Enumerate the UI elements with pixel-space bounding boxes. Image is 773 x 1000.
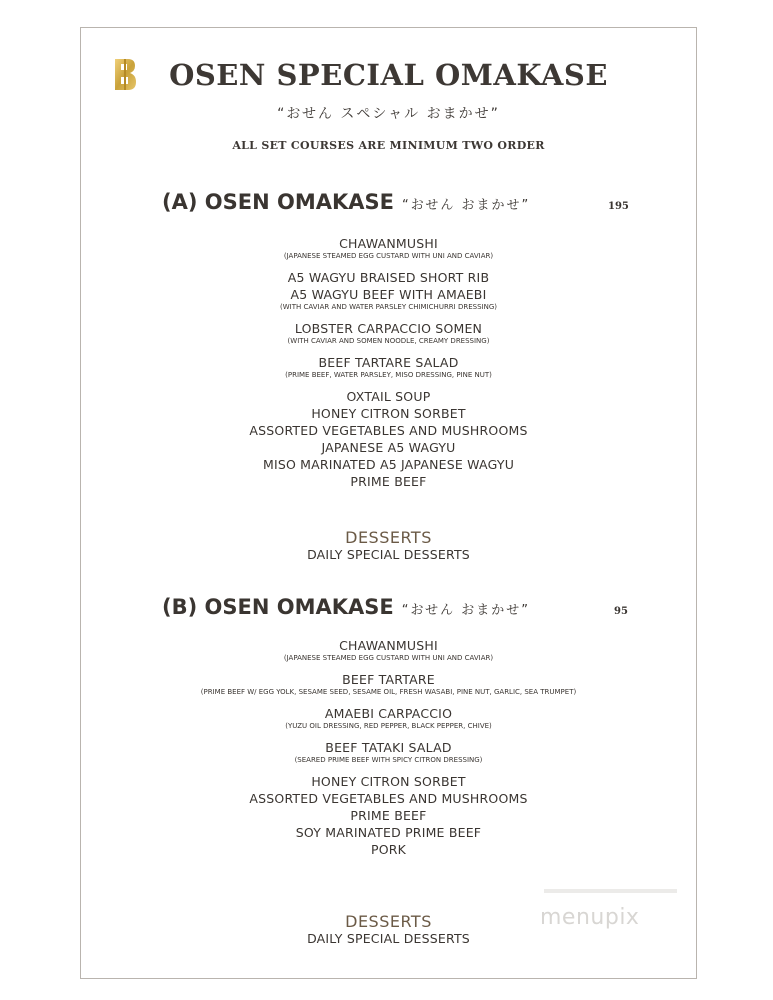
menu-item-name: ASSORTED VEGETABLES AND MUSHROOMS [249, 423, 528, 438]
course-a-dessert-title: DESSERTS [345, 528, 432, 547]
watermark: menupix [540, 905, 640, 930]
menu-item-name: A5 WAGYU BRAISED SHORT RIB [287, 270, 490, 285]
course-b-title-jp: “おせん おまかせ” [401, 603, 530, 618]
course-b-dessert-title: DESSERTS [345, 912, 432, 931]
menu-item [80, 790, 697, 807]
course-a-price: 195 [608, 201, 629, 212]
menu-item-desc: (JAPANESE STEAMED EGG CUSTARD WITH UNI AND CAVIAR) [283, 252, 494, 260]
menu-item-name: OXTAIL SOUP [346, 389, 431, 404]
course-a-items [80, 235, 697, 490]
menu-item [80, 235, 697, 261]
menu-item-name: PRIME BEEF [350, 808, 427, 823]
course-b-title: (B) OSEN OMAKASE [162, 595, 394, 619]
course-a-dessert-sub: DAILY SPECIAL DESSERTS [307, 547, 470, 562]
menu-item-name: PORK [370, 842, 407, 857]
menu-item [80, 269, 697, 286]
course-b-heading [162, 595, 530, 619]
course-a-title-jp: “おせん おまかせ” [401, 198, 531, 213]
menu-item [80, 841, 697, 858]
menu-item-name: A5 WAGYU BEEF WITH AMAEBI [290, 287, 487, 302]
menu-item [80, 807, 697, 824]
menu-item-desc: (WITH CAVIAR AND WATER PARSLEY CHIMICHURRI DRESSING) [280, 303, 497, 311]
menu-item-name: BEEF TARTARE [342, 672, 435, 687]
menu-item-name: CHAWANMUSHI [339, 236, 438, 251]
menu-item-name: BEEF TATAKI SALAD [325, 740, 452, 755]
menu-item-desc: (JAPANESE STEAMED EGG CUSTARD WITH UNI AND CAVIAR) [283, 654, 494, 662]
course-b-items [80, 637, 697, 858]
menu-item [80, 320, 697, 346]
menu-item [80, 422, 697, 439]
menu-item-desc: (YUZU OIL DRESSING, RED PEPPER, BLACK PEPPER, CHIVE) [285, 722, 492, 730]
menu-item-name: PRIME BEEF [350, 474, 427, 489]
menu-item-name: BEEF TARTARE SALAD [318, 355, 459, 370]
course-b-price: 95 [614, 606, 628, 617]
menu-item-name: MISO MARINATED A5 JAPANESE WAGYU [262, 457, 515, 472]
menu-item-desc: (WITH CAVIAR AND SOMEN NOODLE, CREAMY DRESSING) [287, 337, 490, 345]
menu-item [80, 473, 697, 490]
menu-item [80, 739, 697, 765]
menu-item [80, 637, 697, 663]
course-a-heading [162, 190, 530, 214]
menu-item-name: AMAEBI CARPACCIO [324, 706, 453, 721]
menu-item [80, 439, 697, 456]
page-subtitle-jp: “おせん スペシャル おまかせ” [277, 106, 500, 122]
menu-item [80, 286, 697, 312]
menu-item [80, 773, 697, 790]
menu-item-name: JAPANESE A5 WAGYU [321, 440, 456, 455]
course-a-title: (A) OSEN OMAKASE [162, 190, 394, 214]
menu-item [80, 354, 697, 380]
course-a-desserts [80, 528, 697, 562]
menu-item-name: LOBSTER CARPACCIO SOMEN [294, 321, 483, 336]
menu-item [80, 824, 697, 841]
menu-item-name: CHAWANMUSHI [339, 638, 438, 653]
menu-item [80, 388, 697, 405]
menu-item-name: HONEY CITRON SORBET [311, 406, 466, 421]
menu-item-name: HONEY CITRON SORBET [311, 774, 466, 789]
menu-item [80, 456, 697, 473]
menu-item [80, 705, 697, 731]
course-b-dessert-sub: DAILY SPECIAL DESSERTS [307, 931, 470, 946]
watermark-line [544, 889, 677, 893]
menu-item-desc: (PRIME BEEF W/ EGG YOLK, SESAME SEED, SESAME OIL, FRESH WASABI, PINE NUT, GARLIC, SEA TRUMPET) [200, 688, 577, 696]
page-title: OSEN SPECIAL OMAKASE [169, 58, 608, 92]
menu-item-desc: (PRIME BEEF, WATER PARSLEY, MISO DRESSING, PINE NUT) [285, 371, 492, 379]
menu-item [80, 405, 697, 422]
menu-item-name: ASSORTED VEGETABLES AND MUSHROOMS [249, 791, 528, 806]
minimum-order-note: ALL SET COURSES ARE MINIMUM TWO ORDER [232, 139, 545, 152]
menu-item-desc: (SEARED PRIME BEEF WITH SPICY CITRON DRESSING) [294, 756, 483, 764]
menu-item-name: SOY MARINATED PRIME BEEF [295, 825, 482, 840]
menu-item [80, 671, 697, 697]
